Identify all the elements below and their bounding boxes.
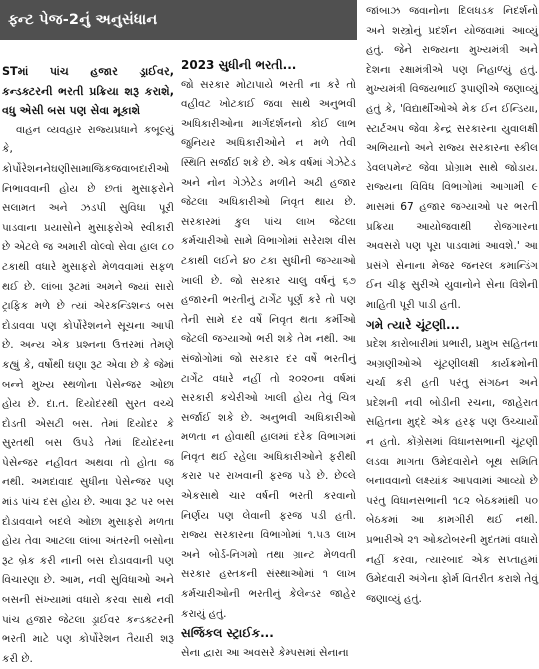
article-body: જો સરકાર મોટાપાયે ભરતી ના કરે તો વહીવટ ખોટકાઈ જવા સાથે અનુભવી અધિકારીઓના માર્ગદર્શનનો કોઈ લાભ જુનિયર અધિકારીઓને ન મળે તેવી સ્થિતિ સર્જાઈ શકે છે. એક વર્ષમાં ગેઝેટેડ અને નોન ગેઝેટેડ મળીને અઢી હજાર જેટલા અધિકારીઓ નિવૃત થાય છે. સરકારમાં કુલ પાંચ લાખ જેટલા કર્મચારીઓ સામે વિભાગોમાં સરેરાશ વીસ ટકાથી લઈને ૪૦ ટકા સુધીની જગ્યાઓ ખાલી છે. જો સરકાર ચાલુ વર્ષનું ૬૭ હજારની ભરતીનું ટાર્ગેટ પૂર્ણ કરે તો પણ તેની સામે દર વર્ષે નિવૃત થતા કર્મીઓ જેટલી જગ્યાઓ ભરી શકે તેમ નથી. આ સંજોગોમાં જો સરકાર દર વર્ષે ભરતીનું ટાર્ગેટ વધારે નહીં તો ૨૦૨૦ના વર્ષમાં સરકારી કચેરીઓ ખાલી હોય તેવું ચિત્ર સર્જાઈ શકે છે. અનુભવી અધિકારીઓ મળતા ન હોવાથી હાલમાં દરેક વિભાગમાં નિવૃત થઈ રહેલા અધિકારીઓને ફરીથી કરાર પર રાખવાની ફરજ પડે છે. છેલ્લે એકસાથે ચાર વર્ષની ભરતી કરવાનો નિર્ણય પણ લેવાની ફરજ પડી હતી. રાજ્ય સરકારના વિભાગોમાં ૧.૫૩ લાખ અને બોર્ડ-નિગમો તથા ગ્રાન્ટ મેળવતી સરકાર હસ્તકની સંસ્થાઓમાં ૧ લાખ કર્મચારીઓની ભરતીનું કેલેન્ડર જાહેર કરાયું હતું. (181, 78, 356, 620)
article-body: જાંબાઝ જવાનોના દિલધડક નિદર્શનો અને શસ્ત્રોનું પ્રદર્શન યોજવામાં આવ્યું હતું. જેને રાજ્યના મુખ્યમંત્રી અને દેશના રક્ષામંત્રીએ પણ નિહાળ્યું હતું. મુખ્યમંત્રી વિજયભાઈ રૂપાણીએ જણાવ્યું હતું કે, 'વિદ્યાર્થીઓએ મેક ઈન ઈન્ડિયા, સ્ટાર્ટઅપ જેવા કેન્દ્ર સરકારના યુવાલક્ષી અભિયાનો અને રાજ્ય સરકારના સ્કીલ ડેવલપમેન્ટ જેવા પ્રોગ્રામ સાથે જોડાય. રાજ્યના વિવિધ વિભાગોમાં આગામી ૯ માસમાં 67 હજાર જગ્યાઓ પર ભરતી પ્રક્રિયા આયોજવાથી રોજગારના અવસરો પણ પૂરા પાડવામાં આવશે.' આ પ્રસંગે સેનાના મેજર જનરલ કમાન્ડિંગ ઈન ચીફ સુરીએ યુવાનોને સેના વિશેની માહિતી પૂરી પાડી હતી. (366, 5, 538, 311)
article-body-tail: સેના દ્વારા આ અવસરે કેમ્પસમાં સેનાના (181, 646, 349, 659)
continuation-banner (0, 0, 357, 40)
article-headline: STમાં પાંચ હજાર ડ્રાઈવર, કન્ડક્ટરની ભરતી પ્રક્રિયા શરૂ કરાશે, વધુ એસી બસ પણ સેવા મૂકાશે (2, 65, 174, 118)
article-column-st-recruitment (2, 62, 174, 665)
article-subhead-elections: ગમે ત્યારે ચૂંટણી... (366, 317, 460, 332)
banner-title: ફ્ન્ટ પેજ-2નું અનુસંધાન (8, 12, 158, 28)
article-column-continued (366, 2, 538, 620)
article-body: વાહન વ્યવહાર રાજ્યપ્રધાને કબૂલ્યું કે, કોર્પોરેશનનેઘણીસામાજિકજવાબદારીઓ નિભાવવાની હોય છે છતાં મુસાફરોને સલામત અને ઝડપી સુવિધા પૂરી પાડવાના પ્રયાસોને મુસાફરોએ સ્વીકારી છે એટલે જ અમારી વોલ્વો સેવા હાલ ૮૦ ટકાથી વધારે મુસાફરો મેળવવામાં સફળ થઈ છે. લાંબા રૂટમાં અમને જ્યાં સારો ટ્રાફિક મળે છે ત્યાં એરકન્ડિશન્ડ બસ દોડાવવા પણ કોર્પોરેશનને સૂચના આપી છે. અન્ય એક પ્રશ્નના ઉત્તરમાં તેમણે કહ્યું કે, વર્ષોથી ઘણા રૂટ એવા છે કે જેમાં બન્ને મુખ્ય સ્થળોના પેસેન્જર ઓછા હોય છે. દા.ત. દિયોદરથી સુરત વચ્ચે દોડતી એસટી બસ. તેમાં દિયોદર કે સુરતથી બસ ઉપડે તેમાં દિયોદરના પેસેન્જર નહીવત અથવા તો હોતા જ નથી. અમદાવાદ સુધીના પેસેન્જર પણ માંડ પાંચ દસ હોય છે. આવા રૂટ પર બસ દોડાવવાને બદલે ઓછા મુસાફરો મળતા હોય તેવા આટલા લાંબા અંતરની બસોના રૂટ બ્રેક કરી નાની બસ દોડાવવાની પણ વિચારણા છે. આમ, નવી સુવિધાઓ અને બસની સંખ્યામાં વધારો કરવા સાથે નવી પાંચ હજાર જેટલા ડ્રાઈવર કન્ડક્ટરની ભરતી માટે પણ કોર્પોરેશન તૈયારી શરૂ કરી છે. (2, 123, 174, 665)
article-column-recruitment-2023 (181, 56, 356, 659)
article-subhead: 2023 સુધીની ભરતી... (181, 58, 297, 72)
article-subhead-surgical-strike: સર્જિકલ સ્ટ્રાઈક... (181, 626, 274, 641)
article-body-elections: પ્રદેશ કારોબારીમાં પ્રભારી, પ્રમુખ સહિતના અગ્રણીઓએ ચૂંટણીલક્ષી કાર્યક્રમોની ચર્ચા કરી હતી પરંતુ સંગઠન અને પ્રદેશની નવી બોડીની રચના, જાહેરાત સહિતના મુદ્દે એક હરફ પણ ઉચ્ચાર્યો ન હતો. કોંગ્રેસમાં વિધાનસભાની ચૂંટણી લડવા માગતા ઉમેદવારોને બૂથ સમિતિ બનાવવાનો લક્ષ્યાંક આપવામાં આવ્યો છે પરંતુ વિધાનસભાની ૧૮૨ બેઠકમાંથી ૫૦ બેઠકમાં આ કામગીરી થઈ નથી. પ્રભારીએ ૨૧ ઓક્ટોબરની મુદતમાં વધારો નહીં કરવા, ત્યારબાદ એક સપ્તાહમાં ઉમેદવારી અંગેના ફોર્મ વિતરીત કરાશે તેવું જણાવ્યું હતું. (366, 338, 538, 605)
